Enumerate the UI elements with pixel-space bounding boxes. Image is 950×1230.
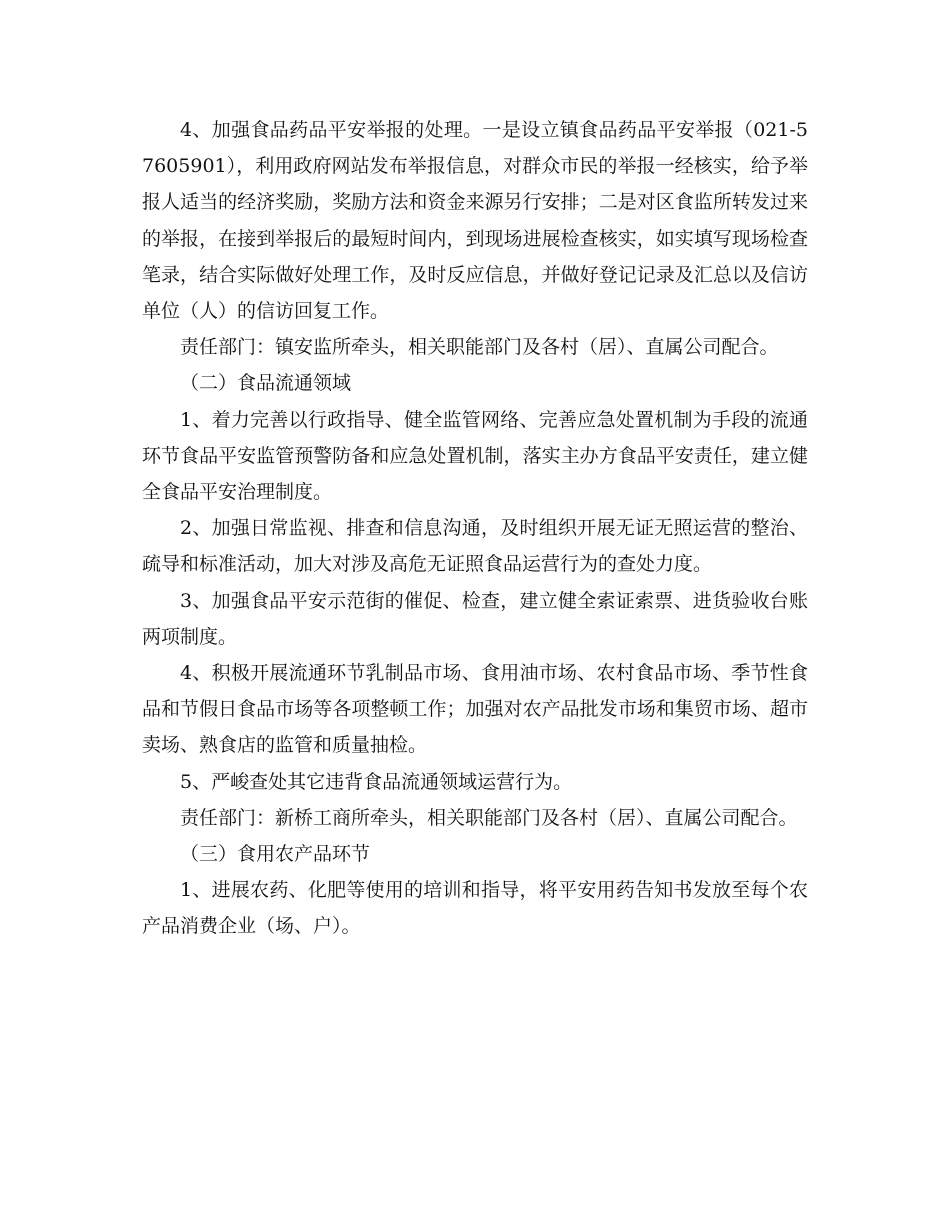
paragraph-circulation-item-3: 3、加强食品平安示范街的催促、检查，建立健全索证索票、进货验收台账两项制度。	[142, 589, 808, 648]
paragraph-circulation-item-2: 2、加强日常监视、排查和信息沟通，及时组织开展无证无照运营的整治、疏导和标准活动，加大对涉及高危无证照食品运营行为的查处力度。	[142, 517, 808, 576]
paragraph-food-drug-report: 4、加强食品药品平安举报的处理。一是设立镇食品药品平安举报（021-57605901），利用政府网站发布举报信息，对群众市民的举报一经核实，给予举报人适当的经济奖励，奖励方法和资金来源另行安排；二是对区食监所转发过来的举报，在接到举报后的最短时间内，到现场进展检查核实，如实填写现场检查笔录，结合实际做好处理工作，及时反应信息，并做好登记记录及汇总以及信访单位（人）的信访回复工作。	[142, 119, 808, 323]
paragraph-circulation-item-1: 1、着力完善以行政指导、健全监管网络、完善应急处置机制为手段的流通环节食品平安监管预警防备和应急处置机制，落实主办方食品平安责任，建立健全食品平安治理制度。	[142, 408, 808, 504]
section-heading-food-circulation: （二）食品流通领域	[180, 372, 352, 395]
paragraph-responsible-dept-1: 责任部门：镇安监所牵头，相关职能部门及各村（居）、直属公司配合。	[180, 336, 779, 359]
paragraph-circulation-item-5: 5、严峻查处其它违背食品流通领域运营行为。	[180, 770, 573, 793]
section-heading-agri-products: （三）食用农产品环节	[180, 843, 371, 866]
paragraph-agri-item-1: 1、进展农药、化肥等使用的培训和指导，将平安用药告知书发放至每个农产品消费企业（场、户）。	[142, 879, 808, 938]
paragraph-circulation-item-4: 4、积极开展流通环节乳制品市场、食用油市场、农村食品市场、季节性食品和节假日食品市场等各项整顿工作；加强对农产品批发市场和集贸市场、超市卖场、熟食店的监管和质量抽检。	[142, 662, 808, 757]
paragraph-responsible-dept-2: 责任部门：新桥工商所牵头，相关职能部门及各村（居）、直属公司配合。	[180, 806, 798, 829]
document-page	[142, 112, 808, 945]
